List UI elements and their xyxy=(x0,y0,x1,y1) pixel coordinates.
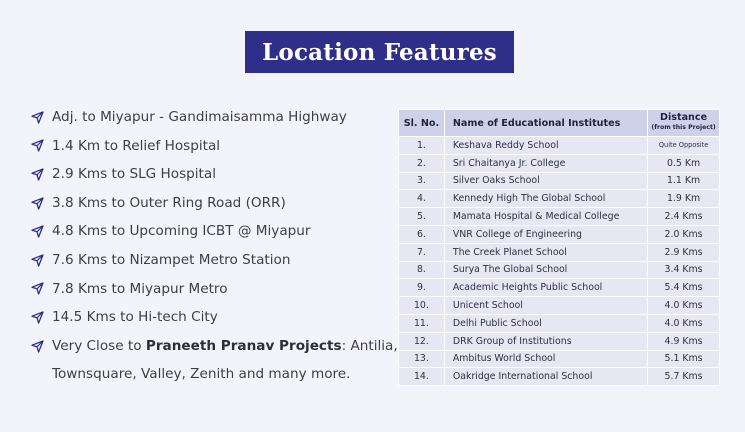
cell-sl: 8. xyxy=(399,261,445,279)
navigation-arrow-icon xyxy=(29,332,45,361)
navigation-arrow-icon xyxy=(29,217,45,246)
feature-item xyxy=(29,246,389,275)
header-sl-no: Sl. No. xyxy=(399,110,445,137)
cell-name: DRK Group of Institutions xyxy=(444,332,647,350)
feature-text: 3.8 Kms to Outer Ring Road (ORR) xyxy=(52,194,286,211)
cell-sl: 4. xyxy=(399,190,445,208)
navigation-arrow-icon xyxy=(29,103,45,132)
navigation-arrow-icon xyxy=(29,160,45,189)
feature-text: 4.8 Kms to Upcoming ICBT @ Miyapur xyxy=(52,223,311,240)
cell-distance: 1.1 Km xyxy=(648,172,720,190)
cell-distance: 2.4 Kms xyxy=(648,208,720,226)
cell-name: Oakridge International School xyxy=(444,368,647,386)
cell-name: Silver Oaks School xyxy=(444,172,647,190)
cell-sl: 6. xyxy=(399,225,445,243)
cell-name: Sri Chaitanya Jr. College xyxy=(444,154,647,172)
cell-sl: 1. xyxy=(399,137,445,155)
navigation-arrow-icon xyxy=(29,132,45,161)
table-row xyxy=(399,314,720,332)
cell-distance: Quite Opposite xyxy=(648,137,720,155)
cell-name: Delhi Public School xyxy=(444,314,647,332)
cell-distance: 0.5 Km xyxy=(648,154,720,172)
table-row xyxy=(399,243,720,261)
feature-text: 1.4 Km to Relief Hospital xyxy=(52,137,221,154)
cell-name: Unicent School xyxy=(444,297,647,315)
cell-name: Mamata Hospital & Medical College xyxy=(444,208,647,226)
cell-distance: 4.9 Kms xyxy=(648,332,720,350)
table-row xyxy=(399,332,720,350)
projects-name: Praneeth Pranav Projects xyxy=(145,337,342,354)
cell-name: Kennedy High The Global School xyxy=(444,190,647,208)
cell-distance: 2.9 Kms xyxy=(648,243,720,261)
cell-sl: 7. xyxy=(399,243,445,261)
feature-suffix: : Antilia, xyxy=(341,337,398,354)
table-row xyxy=(399,137,720,155)
table-row xyxy=(399,350,720,368)
cell-sl: 11. xyxy=(399,314,445,332)
header-distance xyxy=(648,110,720,137)
cell-name: Keshava Reddy School xyxy=(444,137,647,155)
cell-name: The Creek Planet School xyxy=(444,243,647,261)
cell-sl: 9. xyxy=(399,279,445,297)
educational-institutes-table-wrap xyxy=(398,109,720,386)
table-header-row xyxy=(399,110,720,137)
feature-text: 14.5 Kms to Hi-tech City xyxy=(52,309,218,326)
feature-item xyxy=(29,303,389,332)
navigation-arrow-icon xyxy=(29,246,45,275)
cell-distance: 2.0 Kms xyxy=(648,225,720,243)
header-distance-sub: (from this Project) xyxy=(651,124,716,131)
cell-distance: 1.9 Km xyxy=(648,190,720,208)
navigation-arrow-icon xyxy=(29,303,45,332)
header-distance-label: Distance xyxy=(660,112,708,123)
cell-sl: 12. xyxy=(399,332,445,350)
table-row xyxy=(399,261,720,279)
feature-item xyxy=(29,160,389,189)
cell-sl: 5. xyxy=(399,208,445,226)
feature-list xyxy=(29,103,398,389)
navigation-arrow-icon xyxy=(29,275,45,304)
table-row xyxy=(399,368,720,386)
cell-sl: 10. xyxy=(399,297,445,315)
page-title: Location Features xyxy=(245,31,514,73)
cell-sl: 13. xyxy=(399,350,445,368)
cell-distance: 5.4 Kms xyxy=(648,279,720,297)
feature-item xyxy=(29,189,389,218)
cell-distance: 5.1 Kms xyxy=(648,350,720,368)
feature-text xyxy=(52,332,398,361)
cell-sl: 14. xyxy=(399,368,445,386)
cell-sl: 3. xyxy=(399,172,445,190)
cell-name: Academic Heights Public School xyxy=(444,279,647,297)
table-row xyxy=(399,279,720,297)
feature-item xyxy=(29,103,389,132)
cell-distance: 4.0 Kms xyxy=(648,297,720,315)
cell-distance: 5.7 Kms xyxy=(648,368,720,386)
feature-item xyxy=(29,132,389,161)
cell-name: Ambitus World School xyxy=(444,350,647,368)
table-row xyxy=(399,208,720,226)
cell-distance: 3.4 Kms xyxy=(648,261,720,279)
educational-institutes-table xyxy=(398,109,720,386)
cell-name: VNR College of Engineering xyxy=(444,225,647,243)
table-row xyxy=(399,190,720,208)
feature-continuation: Townsquare, Valley, Zenith and many more. xyxy=(52,366,351,383)
feature-text: 2.9 Kms to SLG Hospital xyxy=(52,166,216,183)
feature-item xyxy=(29,217,389,246)
table-row xyxy=(399,172,720,190)
navigation-arrow-icon xyxy=(29,189,45,218)
feature-text: 7.8 Kms to Miyapur Metro xyxy=(52,280,228,297)
table-row xyxy=(399,297,720,315)
feature-text: Adj. to Miyapur - Gandimaisamma Highway xyxy=(52,109,347,125)
table-row xyxy=(399,154,720,172)
feature-item xyxy=(29,275,389,304)
cell-name: Surya The Global School xyxy=(444,261,647,279)
cell-distance: 4.0 Kms xyxy=(648,314,720,332)
cell-sl: 2. xyxy=(399,154,445,172)
feature-prefix: Very Close to xyxy=(52,337,146,354)
table-row xyxy=(399,225,720,243)
header-name: Name of Educational Institutes xyxy=(444,110,647,137)
feature-item-projects xyxy=(29,332,398,361)
feature-text: 7.6 Kms to Nizampet Metro Station xyxy=(52,251,291,268)
